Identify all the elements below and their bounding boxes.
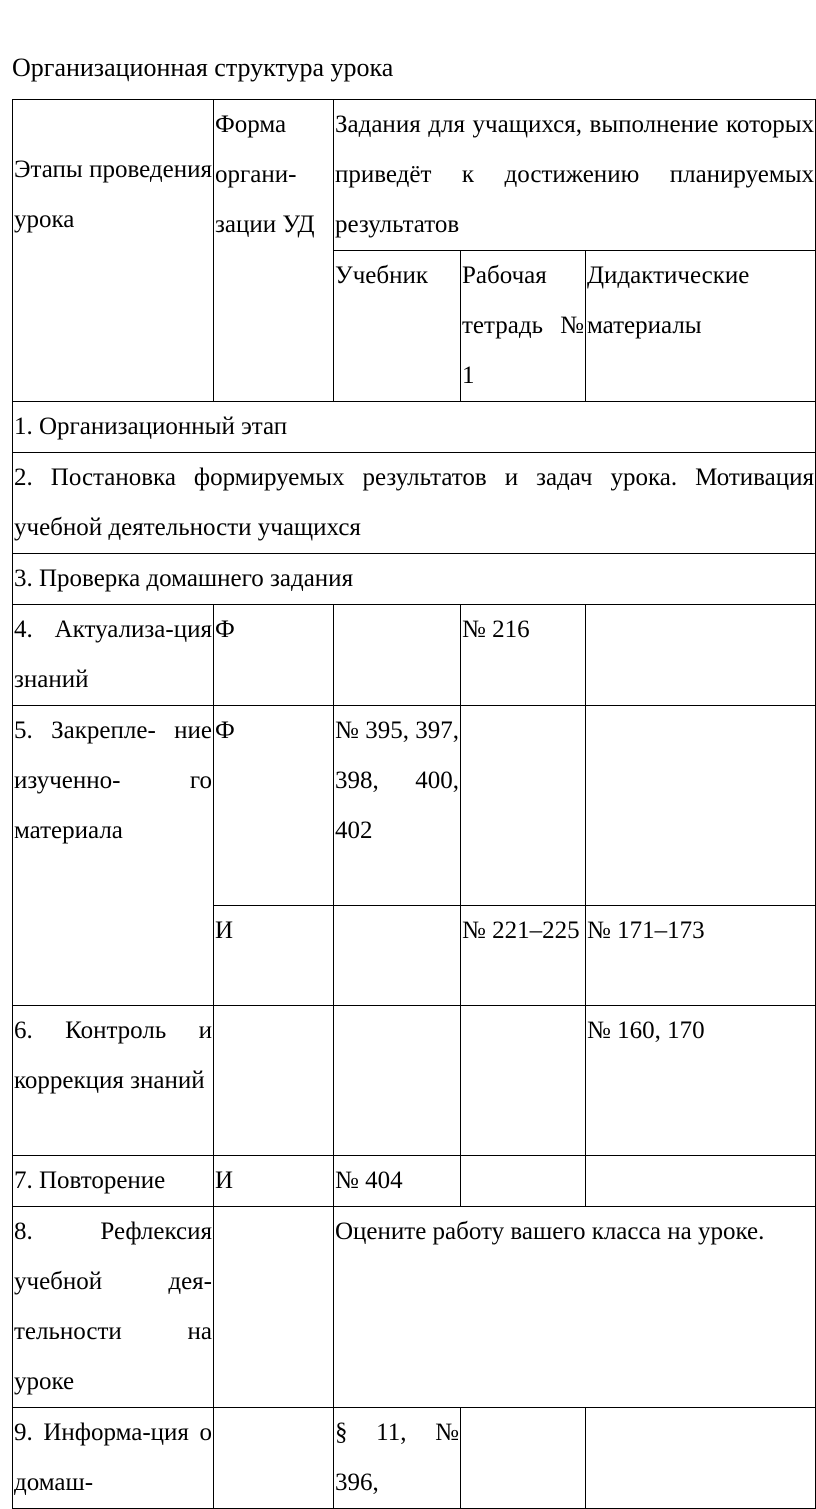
form-cell [214,1207,334,1408]
stage-cell: 5. Закрепле- ние изученно- го материала [13,706,214,1006]
stage-cell: 6. Контроль и коррекция знаний [13,1006,214,1156]
header-form: Форма органи-зации УД [214,100,334,402]
workbook-cell [461,706,586,906]
header-workbook: Рабочая тетрадь № 1 [461,251,586,402]
didactic-cell [586,605,816,706]
table-row [13,706,816,906]
stage-cell: 9. Информа-ция о домаш- [13,1408,214,1509]
table-row [13,1207,816,1408]
workbook-cell [461,1408,586,1509]
didactic-cell: № 160, 170 [586,1006,816,1156]
textbook-cell: № 404 [334,1156,461,1207]
didactic-cell [586,1408,816,1509]
form-cell: Ф [214,706,334,906]
table-row [13,1006,816,1156]
stage-cell: 4. Актуализа-ция знаний [13,605,214,706]
didactic-cell [586,706,816,906]
table-row [13,402,816,453]
workbook-cell [461,1006,586,1156]
didactic-cell: № 171–173 [586,906,816,1006]
header-tasks: Задания для учащихся, выполнение которых приведёт к достижению планируемых результатов [334,100,816,251]
stage-cell: 2. Постановка формируемых результатов и задач урока. Мотивация учебной деятельности учащихся [13,453,816,554]
header-row-1 [13,100,816,251]
table-row [13,1408,816,1509]
page-title: Организационная структура урока [12,53,394,82]
header-textbook: Учебник [334,251,461,402]
table-row [13,1156,816,1207]
stage-cell: 1. Организационный этап [13,402,816,453]
form-cell: Ф [214,605,334,706]
stage-cell: 3. Проверка домашнего задания [13,554,816,605]
workbook-cell: № 216 [461,605,586,706]
form-cell [214,1006,334,1156]
table-row [13,554,816,605]
lesson-structure-table [12,99,816,1509]
tasks-cell: Оцените работу вашего класса на уроке. [334,1207,816,1408]
textbook-cell: № 395, 397, 398, 400, 402 [334,706,461,906]
textbook-cell [334,1006,461,1156]
form-cell [214,1408,334,1509]
textbook-cell: § 11, № 396, [334,1408,461,1509]
form-cell: И [214,1156,334,1207]
header-didactic: Дидактические материалы [586,251,816,402]
form-cell: И [214,906,334,1006]
textbook-cell [334,605,461,706]
stage-cell: 8. Рефлексия учебной дея-тельности на уроке [13,1207,214,1408]
table-row [13,453,816,554]
textbook-cell [334,906,461,1006]
table-row [13,605,816,706]
stage-cell: 7. Повторение [13,1156,214,1207]
header-stages: Этапы проведения урока [13,100,214,402]
workbook-cell [461,1156,586,1207]
workbook-cell: № 221–225 [461,906,586,1006]
didactic-cell [586,1156,816,1207]
